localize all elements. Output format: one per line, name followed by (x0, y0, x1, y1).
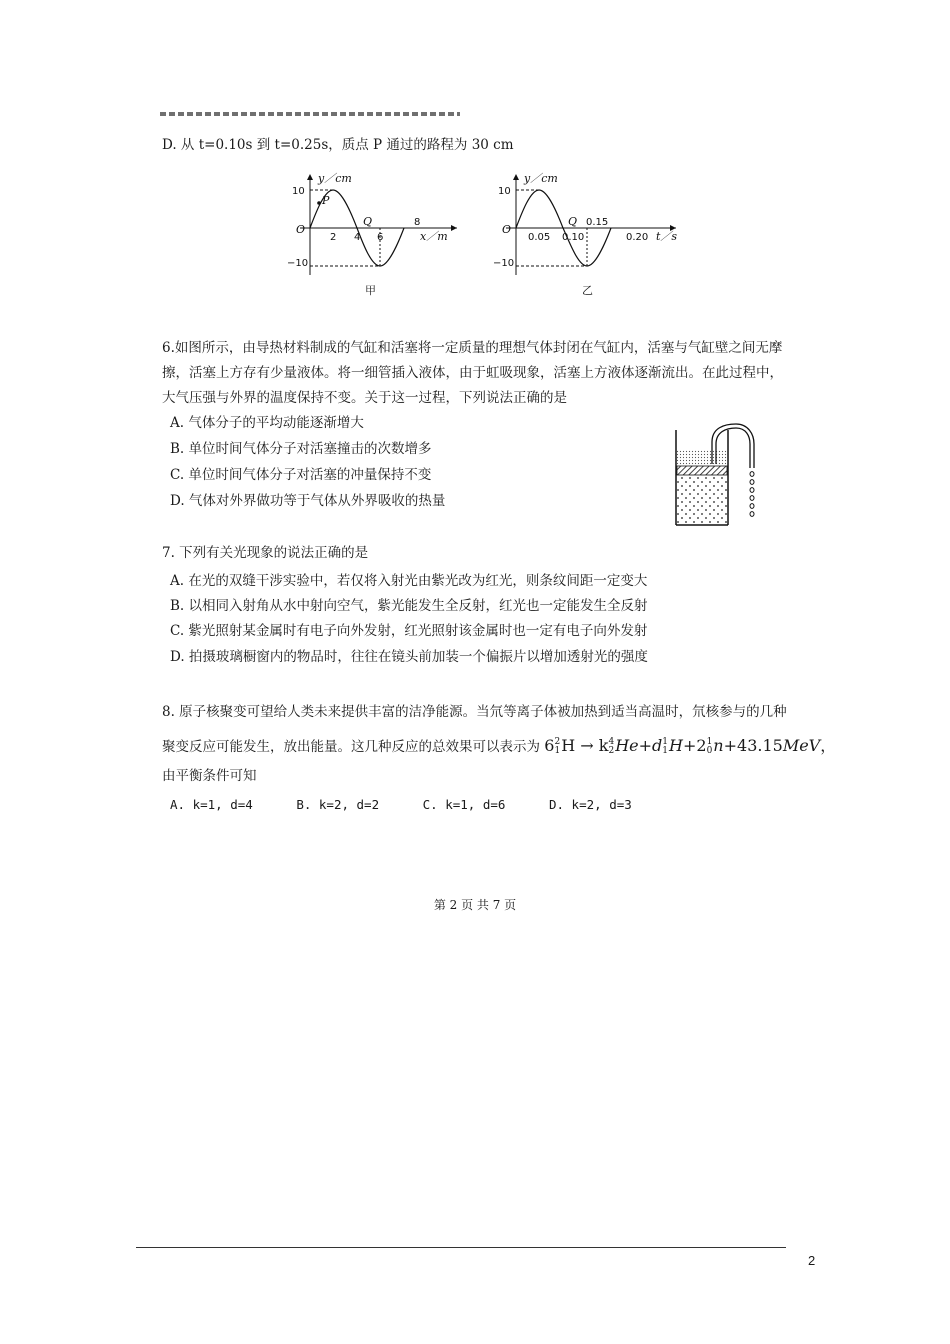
eq-energy: +43.15 (723, 736, 783, 755)
left-point-p: P (322, 194, 330, 207)
footer-rule (136, 1247, 786, 1248)
page-number: 2 (808, 1253, 816, 1268)
eq-symbol-n: n (713, 736, 724, 755)
q8-stem-line-1: 8. 原子核聚变可望给人类未来提供丰富的洁净能源。当氘等离子体被加热到适当高温时，氘核参与的几种 (162, 704, 787, 720)
wave-graph-right (488, 170, 683, 280)
page-footer-label: 第 2 页 共 7 页 (433, 898, 517, 912)
left-graph-caption: 甲 (365, 284, 376, 297)
q6-option-d: D. 气体对外界做功等于气体从外界吸收的热量 (170, 493, 446, 509)
right-y-min: −10 (493, 258, 515, 269)
q6-option-b: B. 单位时间气体分子对活塞撞击的次数增多 (170, 441, 432, 457)
q8-option-b: B. k=2, d=2 (296, 797, 380, 812)
eq-symbol-h2: H (669, 736, 683, 755)
eq-symbol-h: H (561, 736, 576, 755)
q7-option-b: B. 以相同入射角从水中射向空气，紫光能发生全反射，红光也一定能发生全反射 (170, 598, 648, 614)
eq-coef-d: d (652, 736, 663, 755)
left-point-q: Q (363, 215, 373, 228)
q6-option-a: A. 气体分子的平均动能逐渐增大 (170, 415, 364, 431)
q8-option-c: C. k=1, d=6 (422, 797, 506, 812)
left-x-label: x／m (420, 230, 448, 243)
left-y-label: y／cm (318, 172, 352, 185)
left-tick-8: 8 (414, 217, 421, 228)
cropped-text-fragment (160, 112, 520, 120)
eq-nuclide-2: 4 2 (608, 736, 615, 756)
left-tick-2: 2 (330, 232, 337, 243)
eq-arrow: → (580, 736, 594, 755)
left-tick-4: 4 (354, 232, 361, 243)
eq-symbol-he: He (615, 736, 639, 755)
cylinder-siphon-figure (664, 420, 764, 530)
q8-stem-text: 聚变反应可能发生，放出能量。这几种反应的总效果可以表示为 (162, 739, 540, 755)
eq-coef-2: 2 (696, 736, 707, 755)
q8-stem-line-2 (162, 737, 836, 756)
eq-coef-6: 6 (544, 736, 555, 755)
right-tick-020: 0.20 (626, 232, 649, 243)
right-point-q: Q (568, 215, 578, 228)
q8-option-a: A. k=1, d=4 (170, 797, 253, 812)
eq-coef-k: k (598, 736, 609, 755)
eq-unit: MeV (782, 736, 821, 755)
q7-option-c: C. 紫光照射某金属时有电子向外发射，红光照射该金属时也一定有电子向外发射 (170, 623, 648, 639)
q6-option-c: C. 单位时间气体分子对活塞的冲量保持不变 (170, 467, 432, 483)
q8-stem-line-3: 由平衡条件可知 (162, 768, 257, 784)
eq-nuclide-4: 1 0 (706, 736, 713, 756)
right-tick-005: 0.05 (528, 232, 551, 243)
right-origin: O (502, 223, 512, 236)
q5-option-d: D. 从 t=0.10s 到 t=0.25s，质点 P 通过的路程为 30 cm (162, 137, 514, 153)
right-y-max: 10 (498, 186, 511, 197)
fusion-equation: 6 2 1 H → k 4 2 He+d 1 1 H+2 1 0 n+43.15MeV， (544, 736, 837, 756)
wave-graph-left (282, 170, 462, 280)
right-x-label: t／s (656, 230, 678, 243)
left-tick-6: 6 (377, 232, 384, 243)
right-tick-010: 0.10 (562, 232, 585, 243)
q6-stem-line-2: 擦，活塞上方存有少量液体。将一细管插入液体，由于虹吸现象，活塞上方液体逐渐流出。在此过程中， (162, 365, 783, 381)
q7-stem: 7. 下列有关光现象的说法正确的是 (162, 545, 369, 561)
eq-nuclide-1: 2 1 (554, 736, 561, 756)
right-graph-caption: 乙 (582, 284, 593, 297)
right-tick-015: 0.15 (586, 217, 609, 228)
left-origin: O (296, 223, 306, 236)
q6-stem-line-1: 6.如图所示，由导热材料制成的气缸和活塞将一定质量的理想气体封闭在气缸内，活塞与气缸壁之间无摩 (162, 340, 783, 356)
q6-stem-line-3: 大气压强与外界的温度保持不变。关于这一过程，下列说法正确的是 (162, 390, 567, 406)
q8-option-d: D. k=2, d=3 (548, 797, 632, 812)
left-y-min: −10 (287, 258, 309, 269)
right-y-label: y／cm (524, 172, 558, 185)
q7-option-d: D. 拍摄玻璃橱窗内的物品时，往往在镜头前加装一个偏振片以增加透射光的强度 (170, 649, 648, 665)
q8-options (170, 796, 668, 814)
eq-nuclide-3: 1 1 (662, 736, 669, 756)
q7-option-a: A. 在光的双缝干涉实验中，若仅将入射光由紫光改为红光，则条纹间距一定变大 (170, 573, 648, 589)
left-y-max: 10 (292, 186, 305, 197)
